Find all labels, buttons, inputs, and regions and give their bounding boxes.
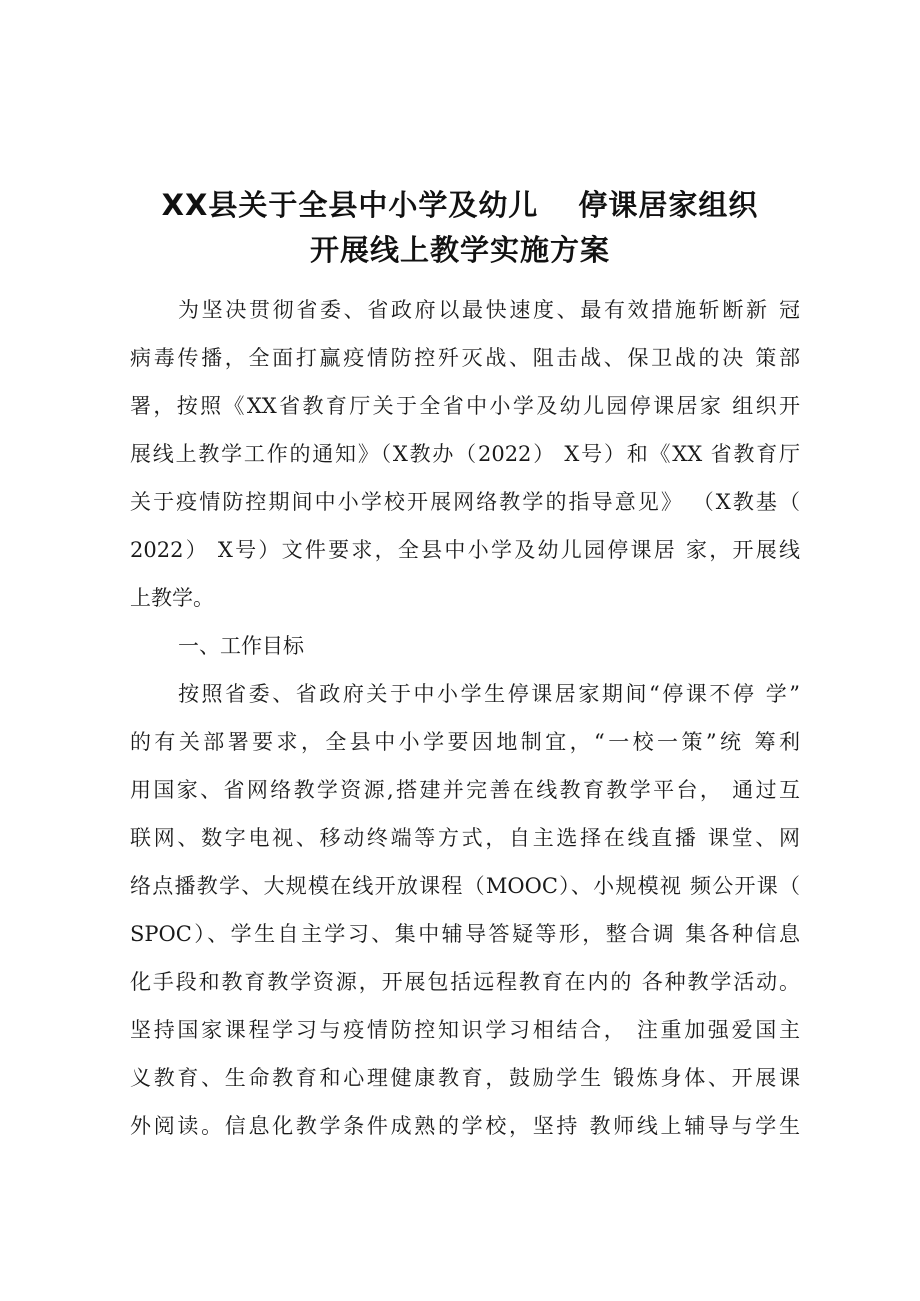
para2-line: 坚持国家课程学习与疫情防控知识学习相结合， 注重加强爱国主: [130, 1018, 800, 1042]
section-heading: 一、工作目标: [178, 634, 304, 658]
title-part-2: 停课居家组织: [578, 188, 759, 222]
para2-line: 用国家、省网络教学资源,搭建并完善在线教育教学平台， 通过互: [130, 778, 800, 802]
para1-line: 为坚决贯彻省委、省政府以最快速度、最有效措施斩断新 冠: [178, 298, 800, 322]
para1-line: 署，按照《XX省教育厅关于全省中小学及幼儿园停课居家 组织开: [130, 394, 800, 418]
para2-line: 络点播教学、大规模在线开放课程（MOOC）、小规模视 频公开课（: [130, 874, 800, 898]
para1-line: 2022） X号）文件要求，全县中小学及幼儿园停课居 家，开展线: [130, 538, 800, 562]
para1-line: 展线上教学工作的通知》（X教办（2022） X号）和《XX 省教育厅: [130, 442, 800, 466]
para2-line: 义教育、生命教育和心理健康教育，鼓励学生 锻炼身体、开展课: [130, 1066, 800, 1090]
para1-line: 病毒传播，全面打赢疫情防控歼灭战、阻击战、保卫战的决 策部: [130, 346, 800, 370]
para2-line: 按照省委、省政府关于中小学生停课居家期间“停课不停 学”: [178, 682, 800, 706]
para1-line: 关于疫情防控期间中小学校开展网络教学的指导意见》 （X教基（: [130, 490, 800, 514]
para1-line: 上教学。: [130, 586, 214, 610]
para2-line: 化手段和教育教学资源，开展包括远程教育在内的 各种教学活动。: [130, 970, 800, 994]
para2-line: 的有关部署要求，全县中小学要因地制宜，“一校一策”统 筹利: [130, 730, 800, 754]
para2-line: 外阅读。信息化教学条件成熟的学校，坚持 教师线上辅导与学生: [130, 1114, 800, 1138]
title-part-1: XX县关于全县中小学及幼儿: [161, 188, 539, 222]
para2-line: 联网、数字电视、移动终端等方式，自主选择在线直播 课堂、网: [130, 826, 800, 850]
para2-line: SPOC）、学生自主学习、集中辅导答疑等形，整合调 集各种信息: [130, 922, 800, 946]
document-title-line-1: [0, 183, 920, 224]
document-title-line-2: 开展线上教学实施方案: [309, 233, 610, 267]
